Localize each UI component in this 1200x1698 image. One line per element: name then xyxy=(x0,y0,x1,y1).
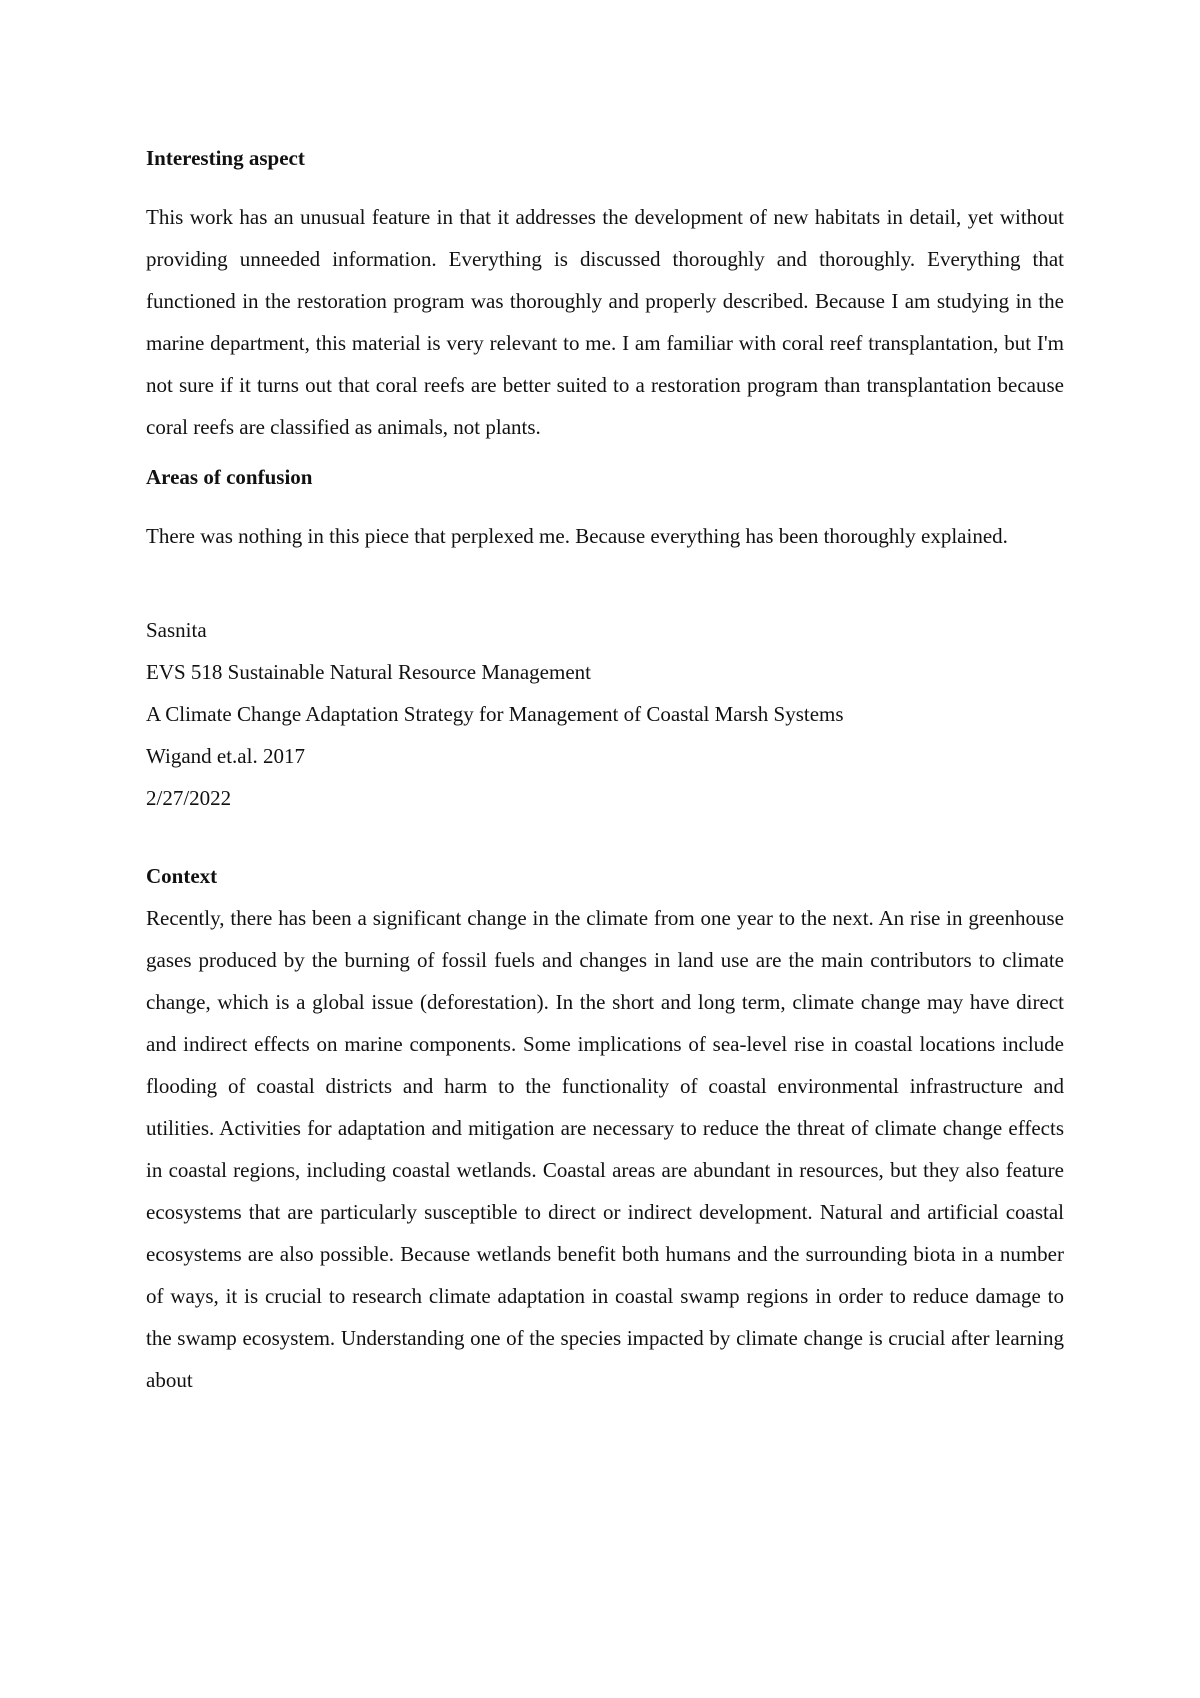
document-content xyxy=(146,143,1064,1401)
heading-areas-of-confusion: Areas of confusion xyxy=(146,465,313,489)
paragraph-areas-of-confusion: There was nothing in this piece that perplexed me. Because everything has been thoroughly explained. xyxy=(146,524,1008,548)
article-title: A Climate Change Adaptation Strategy for Management of Coastal Marsh Systems xyxy=(146,702,844,726)
author-name: Sasnita xyxy=(146,618,207,642)
course-title: EVS 518 Sustainable Natural Resource Management xyxy=(146,660,591,684)
document-metadata xyxy=(146,609,1064,819)
document-date: 2/27/2022 xyxy=(146,786,232,810)
paragraph-context: Recently, there has been a significant change in the climate from one year to the next. An rise in greenhouse gases produced by the burning of fossil fuels and changes in land use are the main contributors to climate change, which is a global issue (deforestation). In the short and long term, climate change may have direct and indirect effects on marine components. Some implications of sea-level rise in coastal locations include flooding of coastal districts and harm to the functionality of coastal environmental infrastructure and utilities. Activities for adaptation and mitigation are necessary to reduce the threat of climate change effects in coastal regions, including coastal wetlands. Coastal areas are abundant in resources, but they also feature ecosystems that are particularly susceptible to direct or indirect development. Natural and artificial coastal ecosystems are also possible. Because wetlands benefit both humans and the surrounding biota in a number of ways, it is crucial to research climate adaptation in coastal swamp regions in order to reduce damage to the swamp ecosystem. Understanding one of the species impacted by climate change is crucial after learning about xyxy=(146,906,1064,1392)
heading-interesting-aspect: Interesting aspect xyxy=(146,146,305,170)
heading-context: Context xyxy=(146,864,218,888)
paragraph-interesting-aspect: This work has an unusual feature in that it addresses the development of new habitats in detail, yet without providing unneeded information. Everything is discussed thoroughly and thoroughly. Everything that functioned in the restoration program was thoroughly and properly described. Because I am studying in the marine department, this material is very relevant to me. I am familiar with coral reef transplantation, but I'm not sure if it turns out that coral reefs are better suited to a restoration program than transplantation because coral reefs are classified as animals, not plants. xyxy=(146,205,1064,439)
article-citation: Wigand et.al. 2017 xyxy=(146,744,305,768)
